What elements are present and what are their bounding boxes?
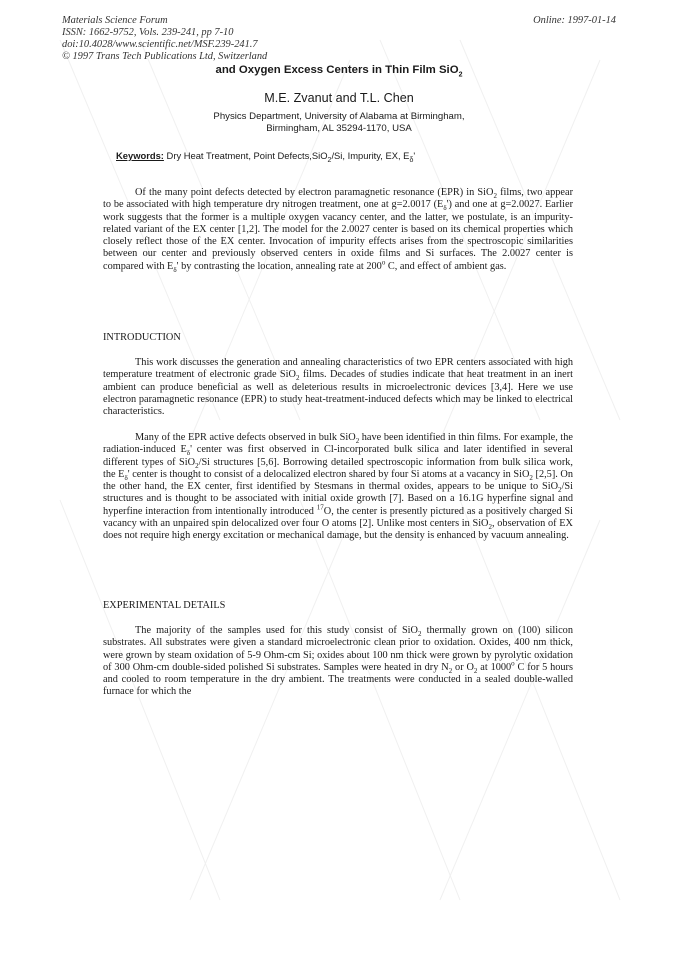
abstract-text-4: ' by contrasting the location, annealing rate at 200 bbox=[176, 260, 382, 272]
text: This work discusses the generation and annealing characteristics of two EPR centers associated with high temperature treatment of electronic grade SiO bbox=[103, 357, 573, 381]
text: thermally grown on (100) silicon substrates. All substrates were given a standard microelectronic clean prior to oxidation. Oxides, 400 nm thick, were grown by steam oxidation of 5-9 Ohm-cm Si; oxides about 100 nm thick were grown by pyrolytic oxidation of 300 Ohm-cm double-sided polished Si substrates. Samples were heated in dry N bbox=[103, 625, 573, 673]
sub: δ bbox=[124, 473, 128, 482]
copyright-line: © 1997 Trans Tech Publications Ltd, Switzerland bbox=[62, 51, 268, 62]
abstract-text-5: C, and effect of ambient gas. bbox=[385, 260, 507, 272]
text: O, the center is presently pictured as a positively charged Si vacancy with an unpaired spin delocalized over four O atoms [2]. Unlike most centers in SiO bbox=[103, 505, 574, 530]
title-text: and Oxygen Excess Centers in Thin Film SiO bbox=[215, 64, 459, 76]
keywords-tail: /Si, Impurity, EX, E bbox=[331, 150, 410, 161]
text: /Si structures [5,6]. Borrowing detailed spectroscopic information from bulk silica work, the E bbox=[103, 456, 573, 480]
affiliation bbox=[0, 111, 678, 135]
text: [2,5]. On the other hand, the EX center, first identified by Stesmans in thermal oxides, appears to be unique to SiO bbox=[103, 468, 573, 493]
journal-header bbox=[62, 15, 362, 63]
issn-line: ISSN: 1662-9752, Vols. 239-241, pp 7-10 bbox=[62, 27, 234, 38]
sub: 2 bbox=[493, 192, 497, 201]
text: ' center is thought to consist of a delocalized electron shared by four Si atoms at a vacancy in SiO bbox=[127, 468, 530, 480]
section-heading-experimental: EXPERIMENTAL DETAILS bbox=[103, 600, 226, 611]
doi-link[interactable]: doi:10.4028/www.scientific.net/MSF.239-241.7 bbox=[62, 39, 258, 50]
sub: 2 bbox=[488, 523, 492, 532]
sup: o bbox=[511, 659, 515, 668]
keywords-end: ' bbox=[413, 150, 416, 161]
text: Many of the EPR active defects observed in bulk SiO bbox=[135, 432, 356, 443]
sub: 2 bbox=[355, 437, 360, 446]
abstract-text-2: films, two appear to be associated with high temperature dry nitrogen treatment, one at g=2.0017 (E bbox=[103, 187, 573, 211]
intro-paragraph-2 bbox=[103, 432, 573, 543]
text: C for 5 hours and cooled to room temperature in the dry ambient. The treatments were conducted in a sealed double-walled furnace for which the bbox=[103, 661, 573, 698]
sub: δ bbox=[443, 204, 447, 213]
keywords-subscript: 2 bbox=[327, 156, 332, 164]
sub: 2 bbox=[448, 666, 453, 675]
affiliation-line-2: Birmingham, AL 35294-1170, USA bbox=[266, 123, 412, 134]
abstract-text-3: ') and one at g=2.0027. Earlier work suggests that the former is a multiple oxygen vacancy center, and the latter, we postulate, is an impurity-related variant of the EX center [1,2]. The model for the 2.0027 center is based on its chemical properties which closely reflect those of the EX center. Invocation of impurity effects arises from the spectroscopic similarities between our center and previously observed centers in oxide films and Si surfaces. The 2.0027 center is compared with E bbox=[103, 199, 573, 272]
sub: 2 bbox=[529, 473, 533, 482]
sub: δ bbox=[173, 265, 177, 274]
sub: 2 bbox=[473, 666, 478, 675]
text: at 1000 bbox=[477, 661, 512, 673]
keywords bbox=[116, 150, 416, 164]
title-subscript: 2 bbox=[458, 71, 463, 79]
abstract-text-1: Of the many point defects detected by electron paramagnetic resonance (EPR) in SiO bbox=[135, 187, 494, 198]
sub: 2 bbox=[195, 461, 199, 470]
sub: 2 bbox=[417, 630, 422, 639]
sup: o bbox=[381, 258, 386, 267]
authors: M.E. Zvanut and T.L. Chen bbox=[264, 91, 414, 105]
sub: 2 bbox=[558, 486, 562, 495]
abstract bbox=[103, 187, 573, 273]
online-date: Online: 1997-01-14 bbox=[533, 15, 616, 26]
affiliation-line-1: Physics Department, University of Alabama at Birmingham, bbox=[213, 111, 465, 122]
text: /Si structures and is thought to be associated with initial oxide growth [7]. Based on a 16.1G hyperfine signal and hyperfine interaction from intentionally introduced bbox=[103, 481, 573, 517]
keywords-subscript-delta: δ bbox=[409, 156, 414, 164]
text: ' center was first observed in Cl-incorporated bulk silica and later identified in several different types of SiO bbox=[103, 444, 573, 468]
text: have been identified in thin films. For example, the radiation-induced E bbox=[103, 432, 573, 456]
text: or O bbox=[452, 661, 474, 673]
keywords-label: Keywords: bbox=[116, 150, 164, 161]
experimental-paragraph-1 bbox=[103, 625, 573, 699]
text: films. Decades of studies indicate that heat treatment in an inert ambient can produce beneficial as well as deleterious results in microelectronic devices [3,4]. Here we use electron paramagnetic resonance (EPR) to study heat-treatment-induced defects which may be linked to electrical characteristics. bbox=[103, 369, 573, 418]
text: The majority of the samples used for this study consist of SiO bbox=[135, 625, 418, 636]
text: , observation of EX does not require high energy excitation or mechanical damage, but the density is enhanced by vacuum annealing. bbox=[103, 518, 573, 542]
paper-title bbox=[0, 64, 678, 79]
intro-paragraph-1 bbox=[103, 357, 573, 418]
journal-name: Materials Science Forum bbox=[62, 15, 168, 26]
sub: δ bbox=[186, 449, 191, 458]
sub: 2 bbox=[295, 374, 300, 383]
sup: 17 bbox=[316, 503, 324, 512]
keywords-text: Dry Heat Treatment, Point Defects,SiO bbox=[166, 150, 328, 161]
section-heading-introduction: INTRODUCTION bbox=[103, 332, 181, 343]
